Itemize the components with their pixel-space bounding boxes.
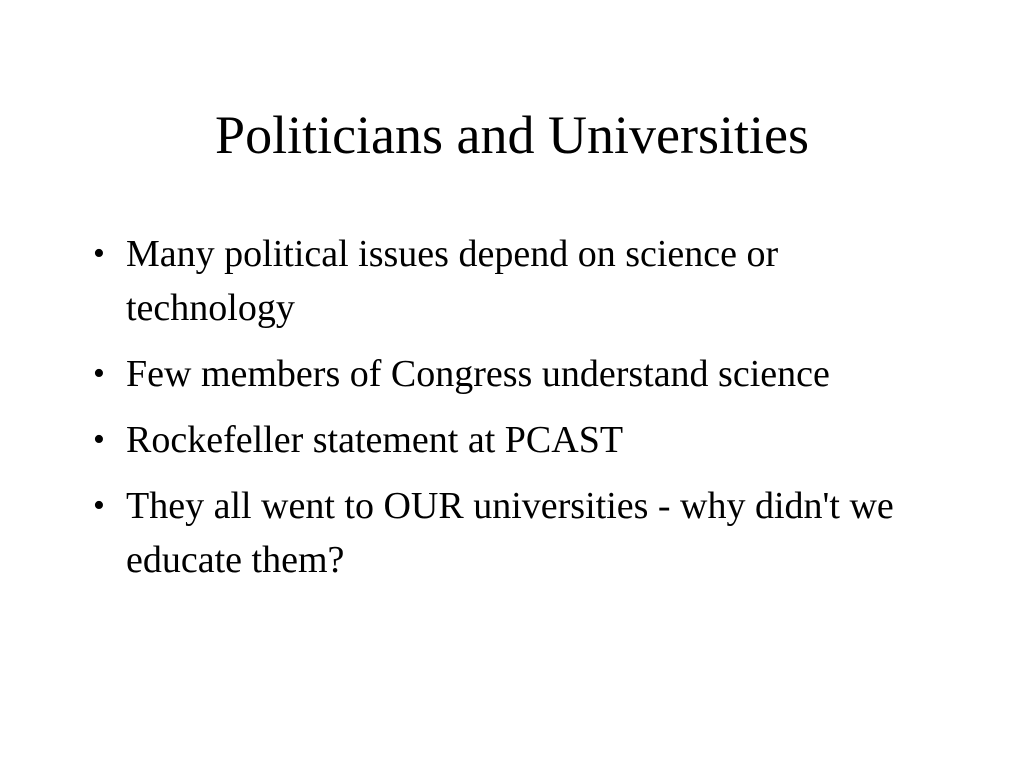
bullet-dot-icon: •	[93, 355, 105, 392]
bullet-list	[84, 227, 944, 599]
bullet-item	[84, 479, 944, 587]
bullet-dot-icon: •	[93, 235, 105, 272]
bullet-text: Many political issues depend on science or technology	[126, 233, 779, 329]
bullet-dot-icon: •	[93, 487, 105, 524]
bullet-item	[84, 347, 944, 401]
bullet-text: They all went to OUR universities - why didn't we educate them?	[126, 485, 894, 581]
bullet-text: Rockefeller statement at PCAST	[126, 419, 624, 461]
slide-title: Politicians and Universities	[215, 105, 809, 165]
bullet-text: Few members of Congress understand science	[126, 353, 830, 395]
bullet-dot-icon: •	[93, 421, 105, 458]
bullet-item	[84, 227, 944, 335]
bullet-item	[84, 413, 944, 467]
